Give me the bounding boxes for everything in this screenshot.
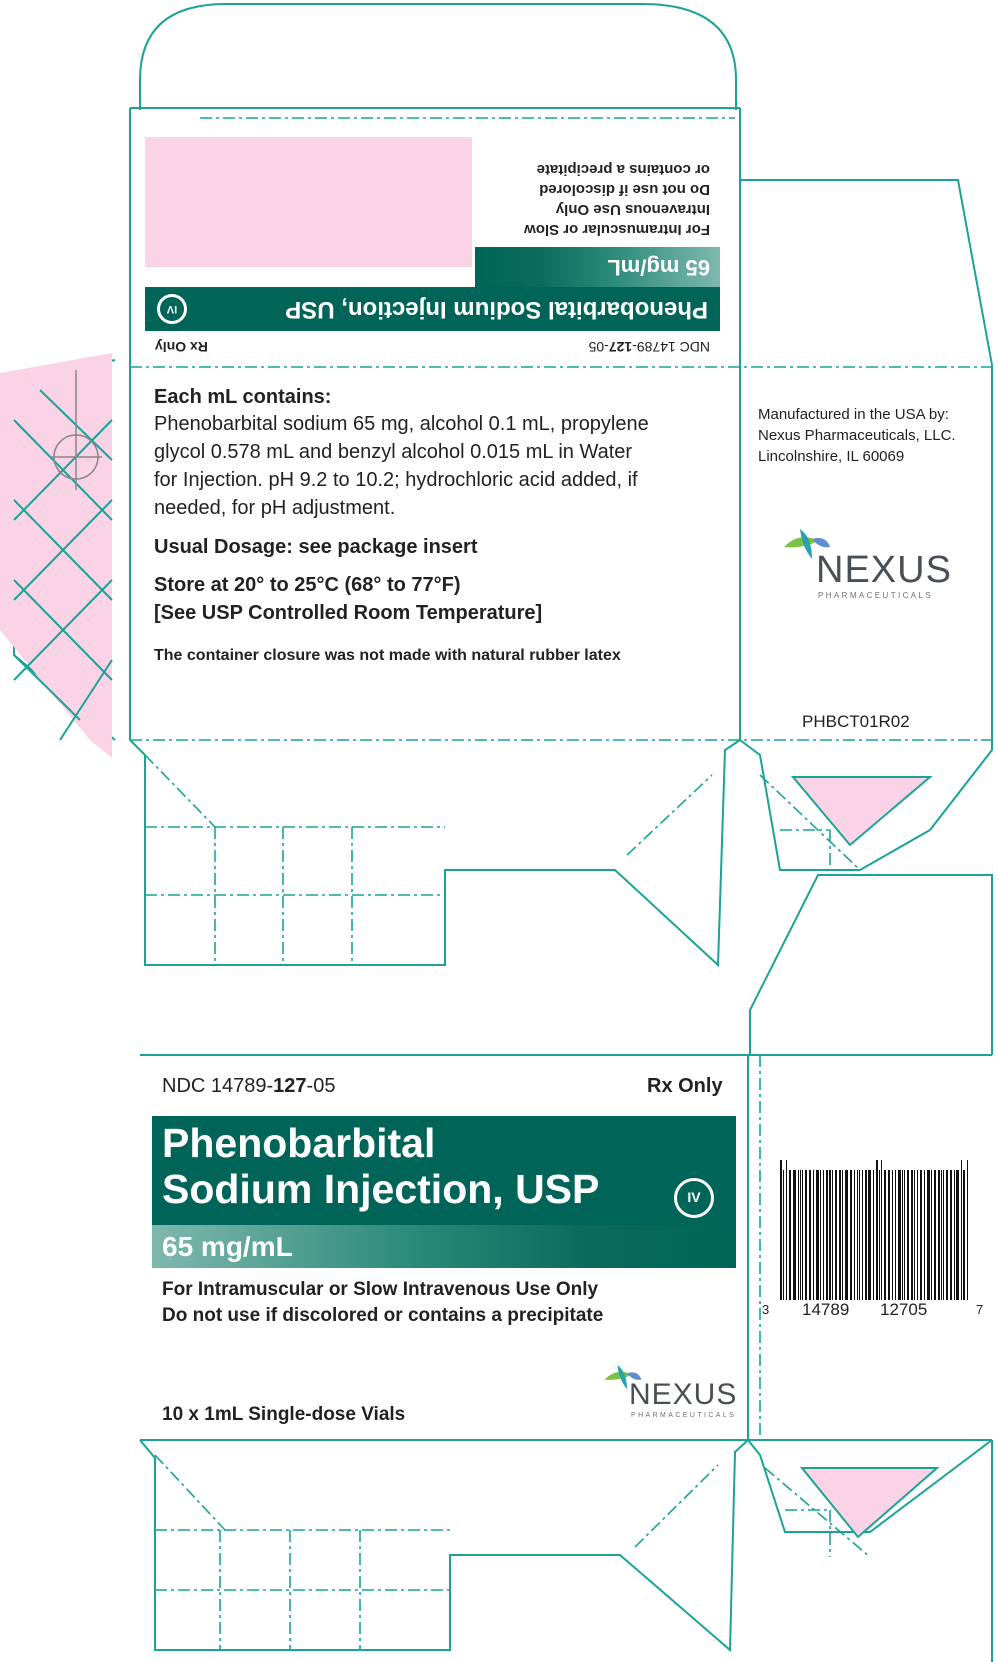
barcode-bar bbox=[963, 1170, 965, 1300]
barcode-digits: 3 14789 12705 7 bbox=[762, 1300, 984, 1319]
nexus-word-front: NEXUS bbox=[629, 1378, 738, 1411]
barcode-bar bbox=[888, 1170, 890, 1300]
barcode-bar bbox=[898, 1170, 901, 1300]
mid-flap-right bbox=[750, 875, 992, 1055]
barcode-bar bbox=[820, 1170, 821, 1300]
barcode-bar bbox=[941, 1170, 942, 1300]
barcode-bar bbox=[946, 1170, 948, 1300]
upc-barcode bbox=[780, 1170, 970, 1300]
front-strength: 65 mg/mL bbox=[162, 1230, 293, 1262]
barcode-bar bbox=[813, 1170, 814, 1300]
top-rx-only: Rx Only bbox=[155, 339, 208, 355]
nexus-logo-front bbox=[603, 1362, 743, 1424]
barcode-bar bbox=[842, 1170, 843, 1300]
barcode-bar bbox=[961, 1160, 962, 1300]
barcode-bar bbox=[839, 1170, 841, 1300]
barcode-bar bbox=[911, 1170, 913, 1300]
barcode-bar bbox=[859, 1170, 860, 1300]
barcode-bar bbox=[832, 1170, 833, 1300]
barcode-bar bbox=[934, 1170, 935, 1300]
barcode-bar bbox=[895, 1170, 896, 1300]
front-ndc-line: NDC 14789-127-05 bbox=[162, 1075, 336, 1097]
barcode-bar bbox=[805, 1170, 807, 1300]
barcode-bar bbox=[879, 1170, 880, 1300]
barcode-bar bbox=[798, 1170, 799, 1300]
barcode-bar bbox=[786, 1160, 787, 1300]
barcode-bar bbox=[924, 1170, 925, 1300]
nexus-word-side: NEXUS bbox=[816, 549, 952, 591]
barcode-bar bbox=[845, 1170, 848, 1300]
front-use-statement: For Intramuscular or Slow Intravenous Use Only Do not use if discolored or contains a precipitate bbox=[162, 1279, 604, 1326]
barcode-bar bbox=[907, 1170, 909, 1300]
top-strength-band bbox=[475, 247, 720, 287]
barcode-bar bbox=[816, 1170, 819, 1300]
product-code: PHBCT01R02 bbox=[802, 712, 910, 731]
barcode-bar bbox=[789, 1170, 791, 1300]
barcode-bar bbox=[793, 1170, 796, 1300]
top-panel-rotated bbox=[145, 137, 720, 355]
barcode-bar bbox=[826, 1170, 828, 1300]
contains-text: Phenobarbital sodium 65 mg, alcohol 0.1 mL, propylene glycol 0.578 mL and benzyl alcohol 0.015 mL in Water for Injection. pH 9.2 to 10.2; hydrochloric acid added, if needed, for pH adjustment. bbox=[154, 413, 649, 519]
manufacturer-info: Manufactured in the USA by: Nexus Pharmaceuticals, LLC. Lincolnshire, IL 60069 bbox=[758, 406, 956, 465]
barcode-bar bbox=[802, 1170, 803, 1300]
barcode-bars bbox=[780, 1170, 970, 1300]
barcode-bar bbox=[823, 1170, 824, 1300]
ingredients-panel bbox=[154, 384, 724, 665]
nexus-logo-side bbox=[782, 525, 952, 605]
front-strength-band bbox=[152, 1225, 736, 1268]
lower-flap-left bbox=[130, 740, 740, 965]
barcode-bar bbox=[881, 1160, 882, 1300]
barcode-bar bbox=[967, 1160, 968, 1300]
barcode-bar bbox=[868, 1170, 871, 1300]
barcode-bar bbox=[884, 1170, 886, 1300]
contains-heading: Each mL contains: bbox=[154, 386, 332, 408]
barcode-bar bbox=[876, 1160, 878, 1300]
latex-statement: The container closure was not made with natural rubber latex bbox=[154, 647, 621, 664]
barcode-bar bbox=[854, 1170, 855, 1300]
top-tuck-flap bbox=[140, 4, 736, 110]
top-strength: 65 mg/mL bbox=[607, 255, 710, 280]
barcode-bar bbox=[850, 1170, 852, 1300]
barcode-bar bbox=[904, 1170, 905, 1300]
bottom-flap-left bbox=[140, 1440, 748, 1650]
barcode-bar bbox=[914, 1170, 915, 1300]
barcode-bar bbox=[809, 1170, 811, 1300]
barcode-bar bbox=[938, 1170, 940, 1300]
barcode-bar bbox=[927, 1170, 930, 1300]
barcode-bar bbox=[857, 1170, 858, 1300]
barcode-bar bbox=[950, 1170, 952, 1300]
barcode-bar bbox=[892, 1170, 893, 1300]
dosage-text: Usual Dosage: see package insert bbox=[154, 536, 478, 558]
barcode-bar bbox=[931, 1170, 932, 1300]
top-warnings: For Intramuscular or Slow Intravenous Use Only Do not use if discolored or contains a precipitate bbox=[524, 161, 710, 238]
front-title-line2: Sodium Injection, USP bbox=[162, 1166, 600, 1212]
barcode-bar bbox=[780, 1160, 782, 1300]
barcode-bar bbox=[783, 1170, 784, 1300]
vial-count: 10 x 1mL Single-dose Vials bbox=[162, 1404, 406, 1425]
barcode-bar bbox=[954, 1170, 955, 1300]
barcode-bar bbox=[862, 1170, 863, 1300]
nexus-sub-front: PHARMACEUTICALS bbox=[631, 1412, 737, 1419]
front-title-band bbox=[152, 1116, 736, 1225]
barcode-bar bbox=[800, 1170, 801, 1300]
barcode-bar bbox=[902, 1170, 903, 1300]
barcode-bar bbox=[865, 1170, 867, 1300]
barcode-bar bbox=[956, 1170, 959, 1300]
barcode-bar bbox=[917, 1170, 918, 1300]
barcode-bar bbox=[873, 1170, 874, 1300]
front-rx-only: Rx Only bbox=[647, 1075, 723, 1097]
front-title-line1: Phenobarbital bbox=[162, 1120, 436, 1166]
barcode-bar bbox=[829, 1170, 830, 1300]
barcode-bar bbox=[920, 1170, 922, 1300]
top-title: Phenobarbital Sodium Injection, USP bbox=[285, 296, 708, 323]
nexus-sub-side: PHARMACEUTICALS bbox=[818, 591, 934, 600]
storage-text: Store at 20° to 25°C (68° to 77°F) [See USP Controlled Room Temperature] bbox=[154, 574, 543, 624]
top-ndc-line: NDC 14789-127-05 bbox=[588, 339, 710, 355]
barcode-bar bbox=[835, 1170, 837, 1300]
top-schedule-symbol: IV bbox=[157, 294, 187, 324]
top-title-band bbox=[145, 287, 720, 331]
front-schedule-symbol: IV bbox=[674, 1178, 714, 1218]
barcode-bar bbox=[943, 1170, 944, 1300]
dust-flap-top-right bbox=[740, 180, 992, 365]
